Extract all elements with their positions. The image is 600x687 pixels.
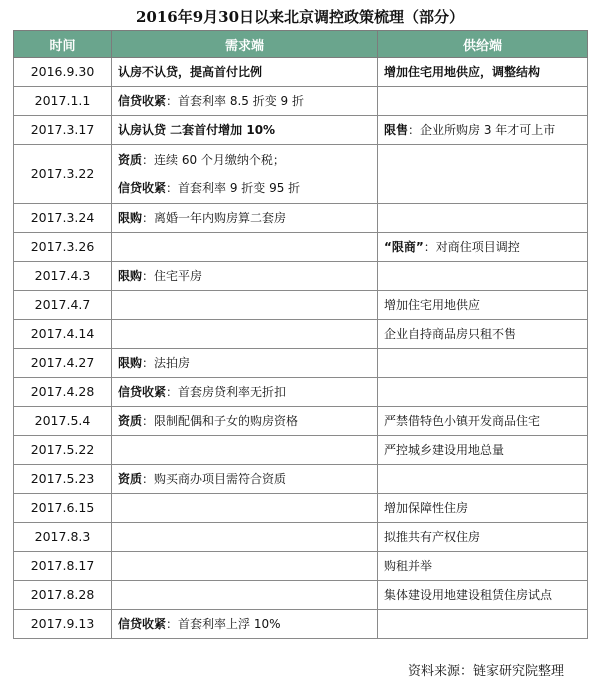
cell-supply xyxy=(378,552,588,581)
cell-demand xyxy=(112,407,378,436)
table-row xyxy=(14,610,588,639)
demand-keyword: 资质 xyxy=(118,472,143,486)
demand-keyword: 认房不认贷，提高首付比例 xyxy=(118,65,263,79)
cell-demand xyxy=(112,320,378,349)
table-row xyxy=(14,349,588,378)
cell-supply xyxy=(378,58,588,87)
cell-time: 2017.5.23 xyxy=(14,465,112,494)
cell-supply xyxy=(378,291,588,320)
header-supply: 供给端 xyxy=(378,31,588,58)
demand-line xyxy=(118,378,371,406)
cell-demand xyxy=(112,262,378,291)
cell-supply xyxy=(378,87,588,116)
cell-demand xyxy=(112,610,378,639)
cell-demand xyxy=(112,58,378,87)
cell-demand xyxy=(112,378,378,407)
table-row xyxy=(14,465,588,494)
cell-supply xyxy=(378,233,588,262)
cell-supply xyxy=(378,204,588,233)
demand-line xyxy=(118,87,371,115)
cell-supply xyxy=(378,262,588,291)
table-row xyxy=(14,262,588,291)
supply-text: 企业自持商品房只租不售 xyxy=(384,327,517,341)
demand-line xyxy=(118,436,371,464)
demand-text: ：住宅平房 xyxy=(142,269,203,283)
supply-text: 拟推共有产权住房 xyxy=(384,530,481,544)
cell-supply xyxy=(378,494,588,523)
demand-text: ：法拍房 xyxy=(142,356,191,370)
supply-text: ：对商住项目调控 xyxy=(423,240,520,254)
demand-line xyxy=(118,523,371,551)
supply-keyword: 限售 xyxy=(384,123,409,137)
demand-text: ：首套利率 8.5 折变 9 折 xyxy=(166,94,304,108)
cell-time: 2017.6.15 xyxy=(14,494,112,523)
table-row xyxy=(14,204,588,233)
supply-text: 购租并举 xyxy=(384,559,433,573)
cell-time: 2017.9.13 xyxy=(14,610,112,639)
table-row xyxy=(14,436,588,465)
cell-demand xyxy=(112,116,378,145)
cell-supply xyxy=(378,436,588,465)
table-row xyxy=(14,581,588,610)
cell-time: 2017.8.3 xyxy=(14,523,112,552)
demand-line xyxy=(118,146,371,174)
header-time: 时间 xyxy=(14,31,112,58)
demand-line xyxy=(118,465,371,493)
cell-time: 2017.4.14 xyxy=(14,320,112,349)
header-demand: 需求端 xyxy=(112,31,378,58)
cell-time: 2017.5.22 xyxy=(14,436,112,465)
demand-text: ：首套房贷利率无折扣 xyxy=(166,385,287,399)
demand-line xyxy=(118,552,371,580)
cell-supply xyxy=(378,145,588,204)
cell-supply xyxy=(378,349,588,378)
demand-keyword: 信贷收紧 xyxy=(118,94,167,108)
cell-time: 2017.8.28 xyxy=(14,581,112,610)
cell-supply xyxy=(378,320,588,349)
demand-line xyxy=(118,407,371,435)
cell-demand xyxy=(112,87,378,116)
demand-text: ：连续 60 个月缴纳个税； xyxy=(142,153,285,167)
demand-line xyxy=(118,610,371,638)
policy-table xyxy=(13,30,588,639)
cell-supply xyxy=(378,581,588,610)
table-row xyxy=(14,233,588,262)
demand-text: ：离婚一年内购房算二套房 xyxy=(142,211,287,225)
source-note: 资料来源：链家研究院整理 xyxy=(407,664,564,679)
demand-text: ：购买商办项目需符合资质 xyxy=(142,472,287,486)
cell-supply xyxy=(378,407,588,436)
cell-time: 2017.1.1 xyxy=(14,87,112,116)
table-row xyxy=(14,58,588,87)
table-row xyxy=(14,552,588,581)
cell-demand xyxy=(112,465,378,494)
table-row xyxy=(14,116,588,145)
table-row xyxy=(14,407,588,436)
demand-keyword: 信贷收紧 xyxy=(118,617,167,631)
cell-demand xyxy=(112,349,378,378)
demand-keyword: 信贷收紧 xyxy=(118,181,167,195)
cell-time: 2017.4.7 xyxy=(14,291,112,320)
demand-keyword: 限购 xyxy=(118,356,143,370)
demand-keyword: 认房认贷 二套首付增加 10% xyxy=(118,123,276,137)
demand-line xyxy=(118,349,371,377)
demand-keyword: 资质 xyxy=(118,153,143,167)
supply-text: 严控城乡建设用地总量 xyxy=(384,443,505,457)
cell-time: 2017.3.22 xyxy=(14,145,112,204)
cell-supply xyxy=(378,523,588,552)
cell-supply xyxy=(378,378,588,407)
cell-demand xyxy=(112,204,378,233)
supply-keyword: 增加住宅用地供应，调整结构 xyxy=(384,65,541,79)
cell-time: 2017.3.24 xyxy=(14,204,112,233)
table-header-row xyxy=(14,31,588,58)
table-row xyxy=(14,320,588,349)
cell-time: 2017.3.17 xyxy=(14,116,112,145)
cell-time: 2017.3.26 xyxy=(14,233,112,262)
cell-demand xyxy=(112,552,378,581)
cell-supply xyxy=(378,465,588,494)
demand-text: ：首套利率 9 折变 95 折 xyxy=(166,181,301,195)
cell-demand xyxy=(112,581,378,610)
demand-text: ：限制配偶和子女的购房资格 xyxy=(142,414,299,428)
cell-time: 2017.4.27 xyxy=(14,349,112,378)
demand-line xyxy=(118,174,371,202)
table-row xyxy=(14,494,588,523)
supply-text: 集体建设用地建设租赁住房试点 xyxy=(384,588,553,602)
cell-demand xyxy=(112,523,378,552)
demand-line xyxy=(118,291,371,319)
cell-demand xyxy=(112,233,378,262)
cell-demand xyxy=(112,494,378,523)
table-row xyxy=(14,523,588,552)
demand-line xyxy=(118,233,371,261)
demand-keyword: 限购 xyxy=(118,269,143,283)
demand-line xyxy=(118,320,371,348)
cell-time: 2017.5.4 xyxy=(14,407,112,436)
table-row xyxy=(14,145,588,204)
table-row xyxy=(14,291,588,320)
demand-keyword: 限购 xyxy=(118,211,143,225)
table-row xyxy=(14,87,588,116)
demand-line xyxy=(118,262,371,290)
demand-text: ：首套利率上浮 10% xyxy=(166,617,281,631)
demand-line xyxy=(118,204,371,232)
supply-keyword: “限商” xyxy=(384,240,424,254)
cell-demand xyxy=(112,291,378,320)
cell-demand xyxy=(112,145,378,204)
cell-demand xyxy=(112,436,378,465)
cell-time: 2017.8.17 xyxy=(14,552,112,581)
supply-text: ：企业所购房 3 年才可上市 xyxy=(408,123,556,137)
demand-line xyxy=(118,581,371,609)
demand-keyword: 资质 xyxy=(118,414,143,428)
supply-text: 增加住宅用地供应 xyxy=(384,298,481,312)
supply-text: 增加保障性住房 xyxy=(384,501,469,515)
cell-time: 2017.4.3 xyxy=(14,262,112,291)
table-body xyxy=(14,58,588,639)
demand-line xyxy=(118,58,371,86)
supply-text: 严禁借特色小镇开发商品住宅 xyxy=(384,414,541,428)
demand-line xyxy=(118,116,371,144)
cell-supply xyxy=(378,610,588,639)
document-title: 2016年9月30日以来北京调控政策梳理（部分） xyxy=(135,8,465,26)
cell-supply xyxy=(378,116,588,145)
demand-line xyxy=(118,494,371,522)
cell-time: 2016.9.30 xyxy=(14,58,112,87)
cell-time: 2017.4.28 xyxy=(14,378,112,407)
table-row xyxy=(14,378,588,407)
demand-keyword: 信贷收紧 xyxy=(118,385,167,399)
